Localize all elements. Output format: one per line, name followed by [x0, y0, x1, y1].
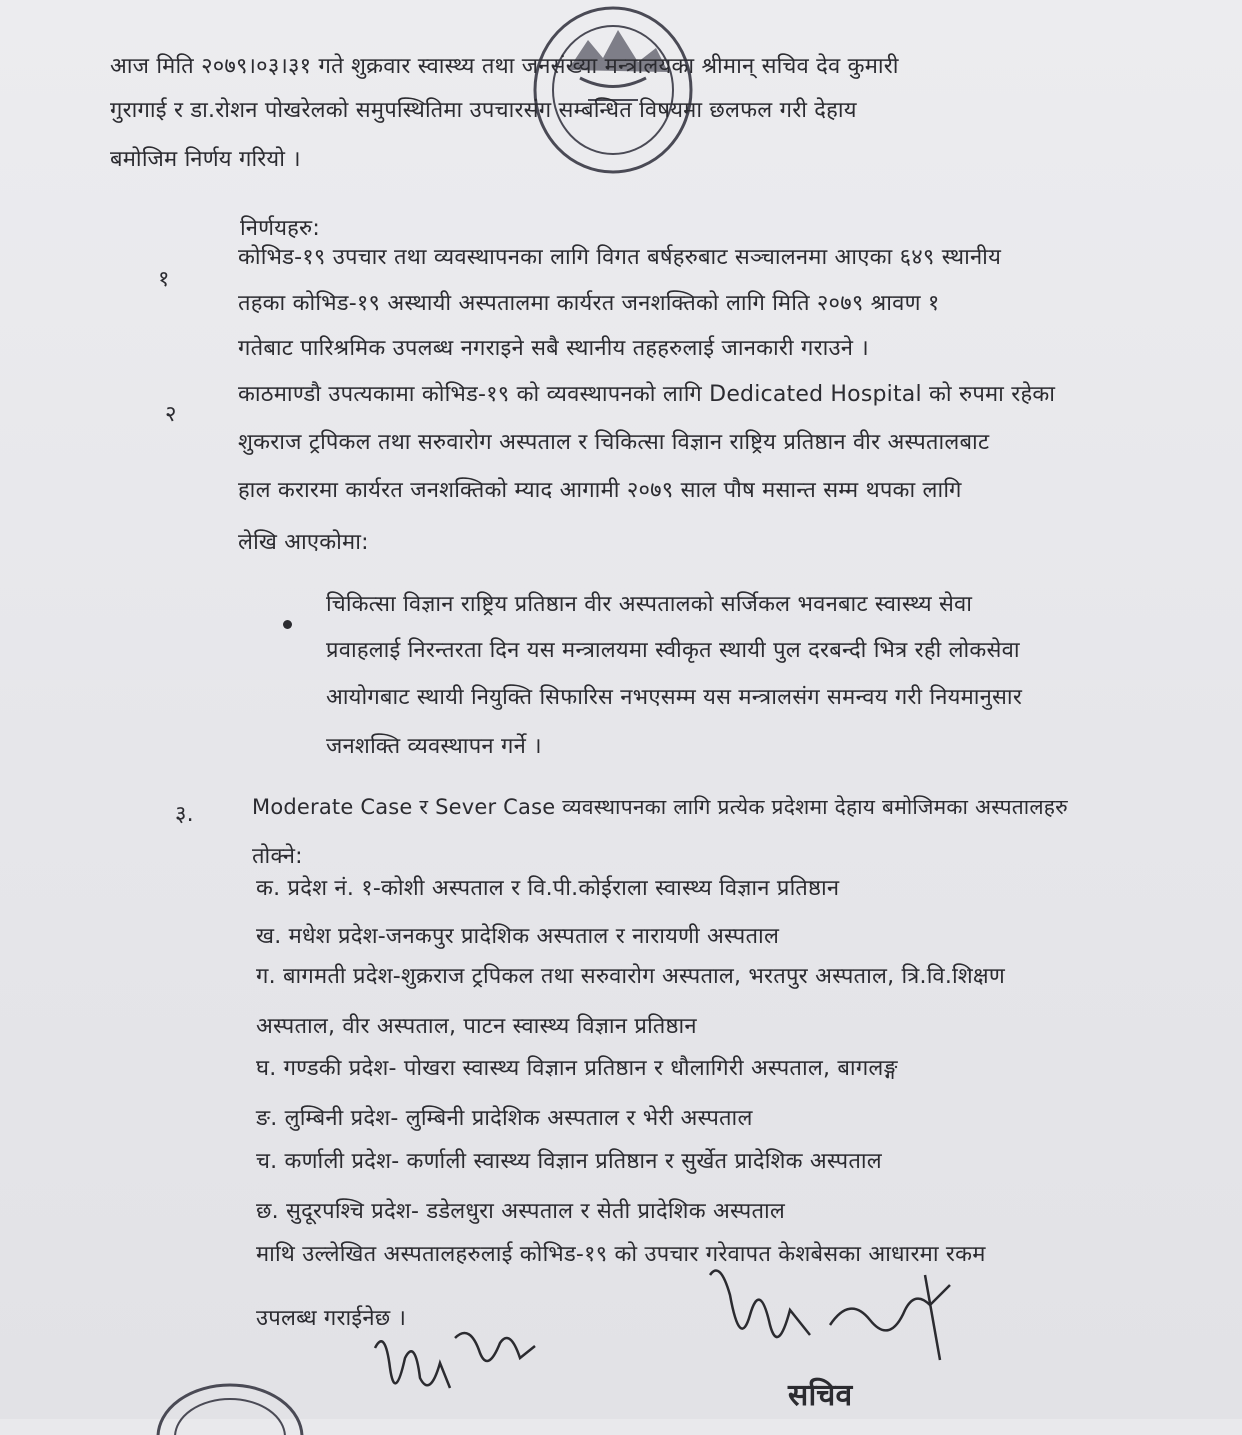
item3-line: Moderate Case र Sever Case व्यवस्थापनका लागि प्रत्येक प्रदेशमा देहाय बमोजिमका अस्पतालहरु	[252, 795, 1068, 819]
item-number: २	[165, 402, 177, 427]
intro-line: आज मिति २०७९।०३।३१ गते शुक्रवार स्वास्थ्य तथा जनसंख्या मन्त्रालयका श्रीमान् सचिव देव कुमारी	[110, 54, 899, 79]
item2-line: काठमाण्डौ उपत्यकामा कोभिड-१९ को व्यवस्थापनको लागि Dedicated Hospital को रुपमा रहेका	[238, 382, 1056, 407]
province-line: च. कर्णाली प्रदेश- कर्णाली स्वास्थ्य विज्ञान प्रतिष्ठान र सुर्खेत प्रादेशिक अस्पताल	[256, 1149, 882, 1174]
province-line: घ. गण्डकी प्रदेश- पोखरा स्वास्थ्य विज्ञान प्रतिष्ठान र धौलागिरी अस्पताल, बागलङ्ग	[256, 1056, 898, 1081]
item1-line: गतेबाट पारिश्रमिक उपलब्ध नगराइने सबै स्थानीय तहहरुलाई जानकारी गराउने ।	[238, 336, 869, 361]
item2-line: शुकराज ट्रपिकल तथा सरुवारोग अस्पताल र चिकित्सा विज्ञान राष्ट्रिय प्रतिष्ठान वीर अस्पतालबाट	[238, 430, 990, 455]
item1-line: कोभिड-१९ उपचार तथा व्यवस्थापनका लागि विगत बर्षहरुबाट सञ्चालनमा आएका ६४९ स्थानीय	[238, 245, 1002, 270]
province-line: छ. सुदूरपश्चि प्रदेश- डडेलधुरा अस्पताल र सेती प्रादेशिक अस्पताल	[256, 1199, 786, 1224]
item2-line: लेखि आएकोमा:	[238, 530, 369, 555]
item2-line: हाल करारमा कार्यरत जनशक्तिको म्याद आगामी २०७९ साल पौष मसान्त सम्म थपका लागि	[238, 478, 962, 503]
bullet-line: चिकित्सा विज्ञान राष्ट्रिय प्रतिष्ठान वीर अस्पतालको सर्जिकल भवनबाट स्वास्थ्य सेवा	[326, 592, 973, 617]
province-line: अस्पताल, वीर अस्पताल, पाटन स्वास्थ्य विज्ञान प्रतिष्ठान	[256, 1014, 697, 1039]
item-number: ३.	[175, 802, 194, 827]
bullet-line: प्रवाहलाई निरन्तरता दिन यस मन्त्रालयमा स्वीकृत स्थायी पुल दरबन्दी भित्र रही लोकसेवा	[326, 638, 1020, 663]
bullet-line: आयोगबाट स्थायी नियुक्ति सिफारिस नभएसम्म यस मन्त्रालसंग समन्वय गरी नियमानुसार	[326, 685, 1023, 710]
province-line: ख. मधेश प्रदेश-जनकपुर प्रादेशिक अस्पताल र नारायणी अस्पताल	[256, 924, 780, 949]
decisions-heading: निर्णयहरु:	[240, 216, 321, 241]
ministry-seal-icon	[528, 0, 698, 185]
province-line: ग. बागमती प्रदेश-शुक्रराज ट्रपिकल तथा सरुवारोग अस्पताल, भरतपुर अस्पताल, त्रि.वि.शिक्षण	[256, 964, 1005, 989]
bottom-seal-icon	[150, 1375, 310, 1435]
intro-line: गुरागाई र डा.रोशन पोखरेलको समुपस्थितिमा उपचारसंग सम्बन्धित विषयमा छलफल गरी देहाय	[110, 98, 857, 123]
intro-line: बमोजिम निर्णय गरियो ।	[110, 147, 301, 172]
province-line: क. प्रदेश नं. १-कोशी अस्पताल र वि.पी.कोईराला स्वास्थ्य विज्ञान प्रतिष्ठान	[256, 876, 840, 901]
signature-scribble-1	[370, 1318, 550, 1413]
item1-line: तहका कोभिड-१९ अस्थायी अस्पतालमा कार्यरत जनशक्तिको लागि मिति २०७९ श्रावण १	[238, 291, 940, 316]
bullet-icon	[283, 620, 292, 629]
closing-line: उपलब्ध गराईनेछ ।	[256, 1306, 407, 1331]
item3-line: तोक्ने:	[252, 844, 303, 869]
signature-scribble-2	[700, 1255, 960, 1375]
signature-title: सचिव	[788, 1378, 853, 1413]
bullet-line: जनशक्ति व्यवस्थापन गर्ने ।	[326, 734, 542, 759]
province-line: ङ. लुम्बिनी प्रदेश- लुम्बिनी प्रादेशिक अस्पताल र भेरी अस्पताल	[256, 1106, 753, 1131]
closing-line: माथि उल्लेखित अस्पतालहरुलाई कोभिड-१९ को उपचार गरेवापत केशबेसका आधारमा रकम	[256, 1242, 986, 1267]
item-number: १	[158, 267, 170, 292]
